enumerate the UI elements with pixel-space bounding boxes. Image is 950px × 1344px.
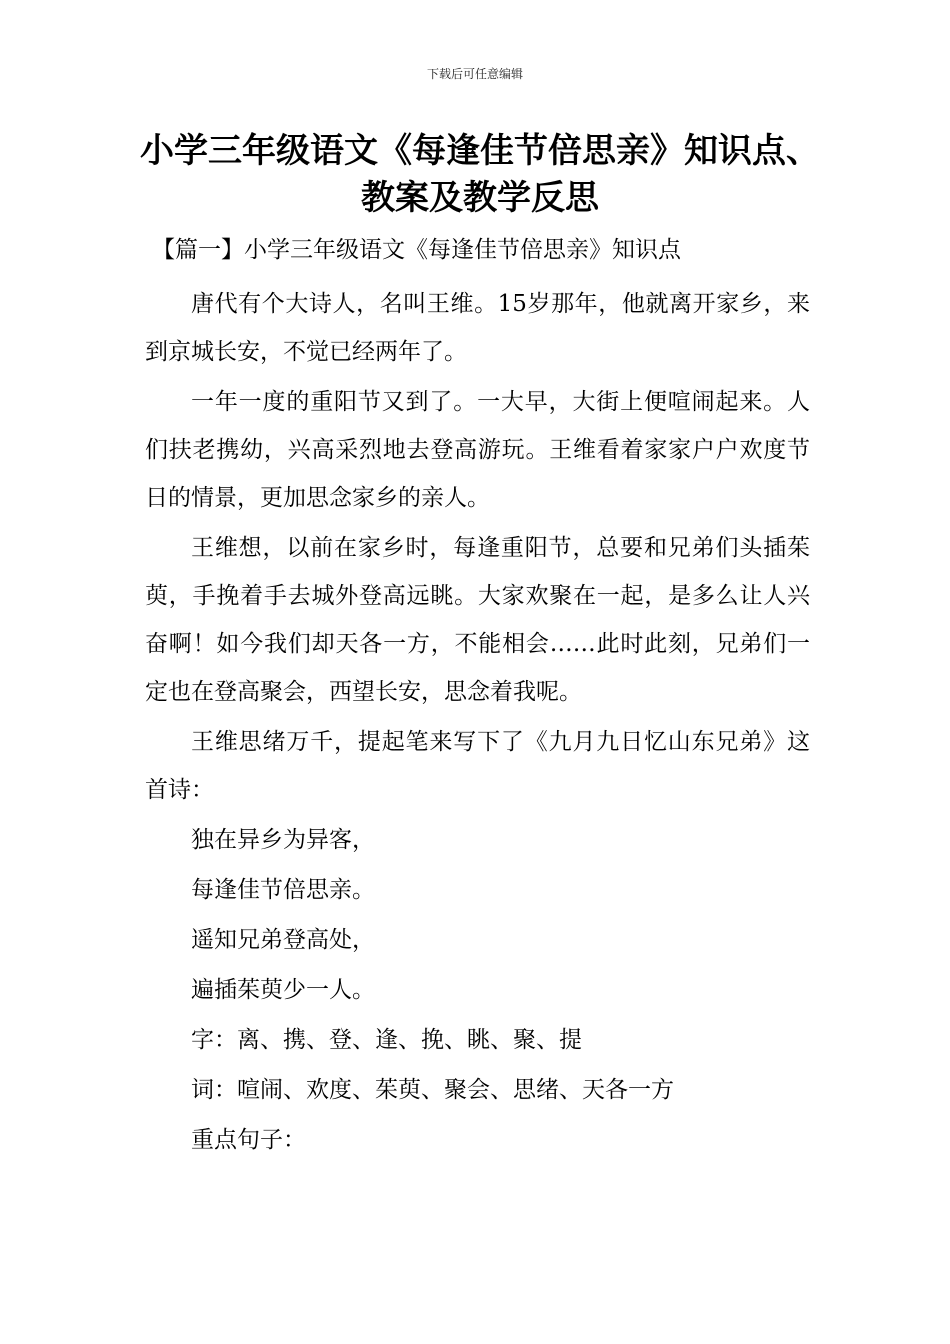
paragraph-poem-intro: 王维思绪万千，提起笔来写下了《九月九日忆山东兄弟》这首诗：	[145, 729, 810, 803]
poem-line: 每逢佳节倍思亲。	[191, 877, 375, 903]
poem-line: 遍插茱萸少一人。	[191, 977, 375, 1003]
document-body	[145, 280, 810, 1166]
key-sentences-label: 重点句子：	[191, 1127, 306, 1153]
poem-line: 独在异乡为异客，	[191, 827, 375, 853]
words-list: 词：喧闹、欢度、茱萸、聚会、思绪、天各一方	[191, 1077, 674, 1103]
characters-list: 字：离、携、登、逢、挽、眺、聚、提	[191, 1027, 582, 1053]
document-title: 小学三年级语文《每逢佳节倍思亲》知识点、教案及教学反思	[140, 131, 820, 218]
paragraph-festival: 一年一度的重阳节又到了。一大早，大街上便喧闹起来。人们扶老携幼，兴高采烈地去登高游玩。王维看着家家户户欢度节日的情景，更加思念家乡的亲人。	[145, 389, 810, 511]
section-heading: 【篇一】小学三年级语文《每逢佳节倍思亲》知识点	[152, 237, 681, 263]
paragraph-intro: 唐代有个大诗人，名叫王维。15岁那年，他就离开家乡，来到京城长安，不觉已经两年了。	[145, 291, 810, 365]
poem-line: 遥知兄弟登高处，	[191, 927, 375, 953]
paragraph-memories: 王维想，以前在家乡时，每逢重阳节，总要和兄弟们头插茱萸，手挽着手去城外登高远眺。大家欢聚在一起，是多么让人兴奋啊！如今我们却天各一方，不能相会……此时此刻，兄弟们一定也在登高聚会，西望长安，思念着我呢。	[145, 535, 810, 705]
page-header-note: 下载后可任意编辑	[426, 67, 523, 81]
